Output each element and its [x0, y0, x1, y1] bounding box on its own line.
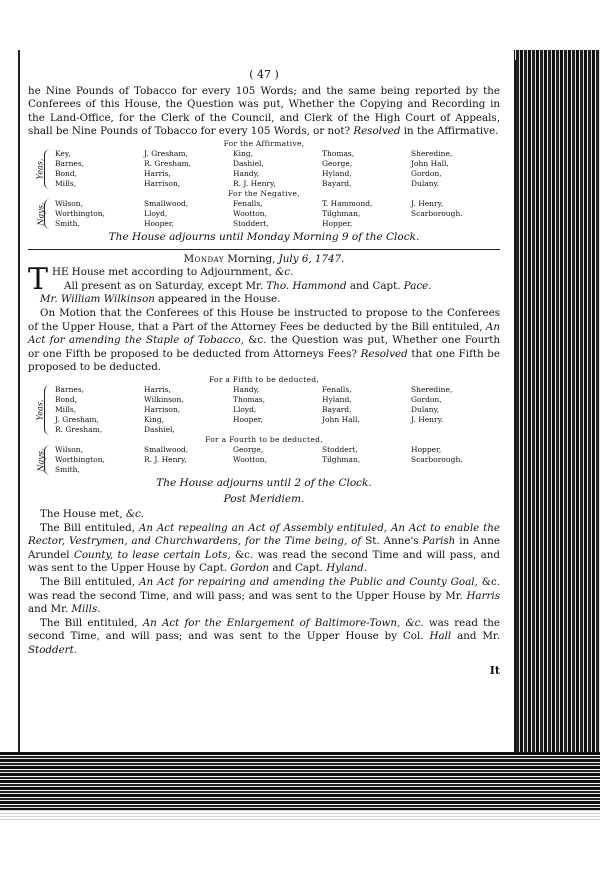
- section-divider: [28, 249, 500, 250]
- act-title: An Act for amending the Staple of Tobacco,: [28, 320, 500, 347]
- member-name: Fenalls,: [233, 198, 263, 208]
- person-name: Gordon: [230, 562, 270, 575]
- member-name: Bond,: [55, 394, 78, 404]
- text: &c. was read the second Time and will pass, and was sent to the Upper House by Capt.: [28, 548, 500, 575]
- member-name: Stoddert,: [233, 218, 269, 228]
- page-number: ( 47 ): [249, 68, 279, 81]
- date: July 6, 1747.: [278, 252, 345, 265]
- member-name: Stoddert,: [322, 444, 358, 454]
- name-column: [322, 445, 411, 475]
- affirmative-heading: For the Affirmative,: [223, 138, 305, 148]
- member-name: Harrison,: [144, 404, 181, 414]
- person-name: Harris: [466, 589, 500, 602]
- nays-label: Nays,: [36, 448, 46, 472]
- text: On Motion that the Conferees of this House be instructed to propose to the Conferees of the Upper House, that a Part of the Attorney Fees be deducted by the Bill entituled,: [28, 306, 500, 333]
- member-name: Thomas,: [233, 394, 266, 404]
- paragraph-motion: [28, 307, 500, 375]
- member-name: Hyland,: [322, 168, 352, 178]
- member-name: J. Gresham,: [144, 148, 188, 158]
- member-name: Hyland,: [322, 394, 352, 404]
- adjournment-line: The House adjourns until 2 of the Clock.: [156, 476, 372, 489]
- member-name: Gordon,: [411, 168, 442, 178]
- member-name: Barnes,: [55, 158, 85, 168]
- text: HE House met according to Adjournment,: [52, 266, 276, 279]
- member-name: Wilkinson,: [144, 394, 184, 404]
- text: The Bill entituled,: [40, 576, 140, 589]
- name-columns: [55, 445, 500, 475]
- paragraph-house-met-afternoon: [28, 508, 500, 522]
- member-name: J. Henry,: [411, 198, 444, 208]
- scan-edge-bottom: [0, 752, 600, 810]
- person-name: Hall: [429, 630, 452, 643]
- paragraph-bill-baltimore: [28, 617, 500, 658]
- member-name: Smallwood,: [144, 198, 189, 208]
- post-meridiem-heading: Post Meridiem.: [223, 492, 305, 505]
- drop-cap: T: [28, 262, 49, 298]
- member-name: Sheredine,: [411, 148, 453, 158]
- member-name: Harris,: [144, 384, 171, 394]
- name-column: [55, 385, 144, 435]
- member-name: Dulany,: [411, 404, 440, 414]
- member-name: Scarborough.: [411, 454, 463, 464]
- member-name: R. J. Henry,: [144, 454, 187, 464]
- member-name: Tilghman,: [322, 454, 361, 464]
- member-name: Dulany.: [411, 178, 440, 188]
- act-title: An Act repealing an Act of Assembly entituled, An Act to enable the Rector, Vestrymen, and Churchwardens, for the Time being, of: [28, 521, 500, 548]
- text: and Mr.: [28, 603, 72, 616]
- name-column: [233, 149, 322, 189]
- text: The Bill entituled,: [40, 521, 139, 534]
- member-name: Wilson,: [55, 444, 83, 454]
- member-name: Bayard,: [322, 404, 352, 414]
- text: The Bill entituled,: [40, 616, 143, 629]
- member-name: John Hall,: [411, 158, 449, 168]
- person-name: Mr. William Wilkinson: [40, 293, 155, 306]
- text: All present as on Saturday, except Mr.: [64, 279, 267, 292]
- member-name: Worthington,: [55, 454, 105, 464]
- scan-edge-right: [512, 50, 600, 810]
- member-name: Wilson,: [55, 198, 83, 208]
- member-name: Tilghman,: [322, 208, 361, 218]
- name-column: [322, 385, 411, 435]
- name-column: [55, 199, 144, 229]
- adjournment-line: The House adjourns until Monday Morning 9 of the Clock.: [108, 230, 420, 243]
- catchword: It: [489, 663, 500, 677]
- name-columns: [55, 199, 500, 229]
- member-name: Worthington,: [55, 208, 105, 218]
- member-name: J. Gresham,: [55, 414, 99, 424]
- member-name: King,: [144, 414, 165, 424]
- member-name: Lloyd,: [144, 208, 168, 218]
- member-name: Smallwood,: [144, 444, 189, 454]
- name-column: [233, 445, 322, 475]
- yeas-label: Yeas,: [35, 399, 45, 421]
- yeas-label: Yeas,: [35, 158, 45, 180]
- document-page: [18, 50, 514, 752]
- member-name: Key,: [55, 148, 71, 158]
- name-column: [144, 149, 233, 189]
- paragraph-bill-goal: [28, 576, 500, 617]
- member-name: George,: [233, 444, 264, 454]
- italic-word: Parish: [422, 535, 456, 548]
- member-name: Thomas,: [322, 148, 355, 158]
- member-name: Smith,: [55, 464, 80, 474]
- day-heading: [28, 253, 500, 267]
- member-name: Mills,: [55, 404, 77, 414]
- person-name: Tho. Hammond: [266, 279, 347, 292]
- text: and Capt.: [346, 279, 404, 292]
- italic-phrase: County, to lease certain Lots,: [73, 548, 231, 561]
- member-name: Harris,: [144, 168, 171, 178]
- member-name: R. Gresham,: [144, 158, 192, 168]
- member-name: R. J. Henry,: [233, 178, 276, 188]
- name-column: [55, 445, 144, 475]
- paragraph-present: [28, 280, 500, 294]
- member-name: Gordon,: [411, 394, 442, 404]
- person-name: Mills.: [71, 603, 101, 616]
- text: was read the second Time, and will pass; and was sent to the Upper House by Col.: [28, 616, 501, 643]
- name-columns: [55, 149, 500, 189]
- page-content: [28, 68, 500, 677]
- member-name: Barnes,: [55, 384, 85, 394]
- member-name: Handy,: [233, 384, 260, 394]
- text: he Nine Pounds of Tobacco for every 105 Words; and the same being reported by the Conferees of this House, the Question was put, Whether the Copying and Recording in the Land-Office, for the Clerk of the Council, and Clerk of the High Court of Appeals, shall be Nine Pounds of Tobacco for every 105 Words, or not?: [28, 84, 500, 138]
- member-name: Wootton,: [233, 454, 267, 464]
- member-name: John Hall,: [322, 414, 360, 424]
- name-column: [144, 445, 233, 475]
- name-column: [411, 199, 500, 229]
- negative-list: [28, 199, 500, 229]
- name-columns: [55, 385, 500, 435]
- negative-heading: For the Negative,: [228, 188, 300, 198]
- resolved-word: Resolved: [353, 125, 401, 138]
- member-name: Lloyd,: [233, 404, 257, 414]
- day-word: Monday: [183, 252, 225, 265]
- member-name: J. Henry.: [411, 414, 444, 424]
- name-column: [144, 385, 233, 435]
- fifth-heading: For a Fifth to be deducted,: [208, 374, 320, 384]
- name-column: [411, 385, 500, 435]
- text: and Capt.: [269, 562, 327, 575]
- text: in the Affirmative.: [400, 125, 499, 138]
- paragraph-tobacco-vote: [28, 85, 500, 139]
- person-name: Pace.: [403, 279, 432, 292]
- text: Morning,: [224, 252, 279, 265]
- member-name: T. Hammond,: [322, 198, 373, 208]
- member-name: Mills,: [55, 178, 77, 188]
- nays-label: Nays,: [36, 202, 46, 226]
- name-column: [322, 199, 411, 229]
- text: appeared in the House.: [154, 293, 281, 306]
- fifth-list: [28, 385, 500, 435]
- member-name: Dashiel,: [144, 424, 175, 434]
- member-name: Bayard,: [322, 178, 352, 188]
- member-name: Bond,: [55, 168, 78, 178]
- name-column: [233, 385, 322, 435]
- paragraph-bill-st-annes: [28, 522, 500, 576]
- name-column: [322, 149, 411, 189]
- etc: &c.: [275, 266, 294, 279]
- member-name: George,: [322, 158, 353, 168]
- paragraph-wilkinson: [28, 293, 500, 307]
- resolved-word: Resolved: [360, 347, 408, 360]
- member-name: Hooper,: [233, 414, 263, 424]
- text: that one Fifth be proposed to be deducted.: [28, 347, 500, 374]
- text: The House met,: [40, 508, 126, 521]
- member-name: Handy,: [233, 168, 260, 178]
- name-column: [411, 149, 500, 189]
- etc: &c.: [125, 508, 145, 521]
- name-column: [411, 445, 500, 475]
- member-name: Sheredine,: [411, 384, 453, 394]
- act-title: An Act for the Enlargement of Baltimore-Town, &c.: [142, 616, 424, 629]
- member-name: Wootton,: [233, 208, 267, 218]
- member-name: Harrison,: [144, 178, 181, 188]
- member-name: Smith,: [55, 218, 80, 228]
- member-name: Fenalls,: [322, 384, 352, 394]
- person-name: Stoddert.: [28, 644, 78, 657]
- member-name: King,: [233, 148, 254, 158]
- member-name: R. Gresham,: [55, 424, 103, 434]
- fourth-heading: For a Fourth to be deducted,: [205, 434, 323, 444]
- member-name: Dashiel,: [233, 158, 264, 168]
- text: &c. the Question was put, Whether one Fourth or one Fifth be proposed to be deducted from Attorneys Fees?: [28, 334, 500, 360]
- scan-edge-bottom-faint: [0, 810, 600, 822]
- text: in Anne Arundel: [28, 535, 500, 561]
- text: &c. was read the second Time, and will pass; and was sent to the Upper House by Mr.: [28, 576, 500, 602]
- member-name: Hopper,: [411, 444, 442, 454]
- member-name: Hooper,: [144, 218, 174, 228]
- name-column: [55, 149, 144, 189]
- act-title: An Act for repairing and amending the Public and County Goal,: [139, 576, 478, 589]
- name-column: [233, 199, 322, 229]
- name-column: [144, 199, 233, 229]
- person-name: Hyland.: [326, 562, 367, 575]
- member-name: Hopper,: [322, 218, 353, 228]
- member-name: Scarborough.: [411, 208, 463, 218]
- text: St. Anne's: [361, 535, 423, 548]
- text: and Mr.: [451, 630, 500, 643]
- fourth-list: [28, 445, 500, 475]
- affirmative-list: [28, 149, 500, 189]
